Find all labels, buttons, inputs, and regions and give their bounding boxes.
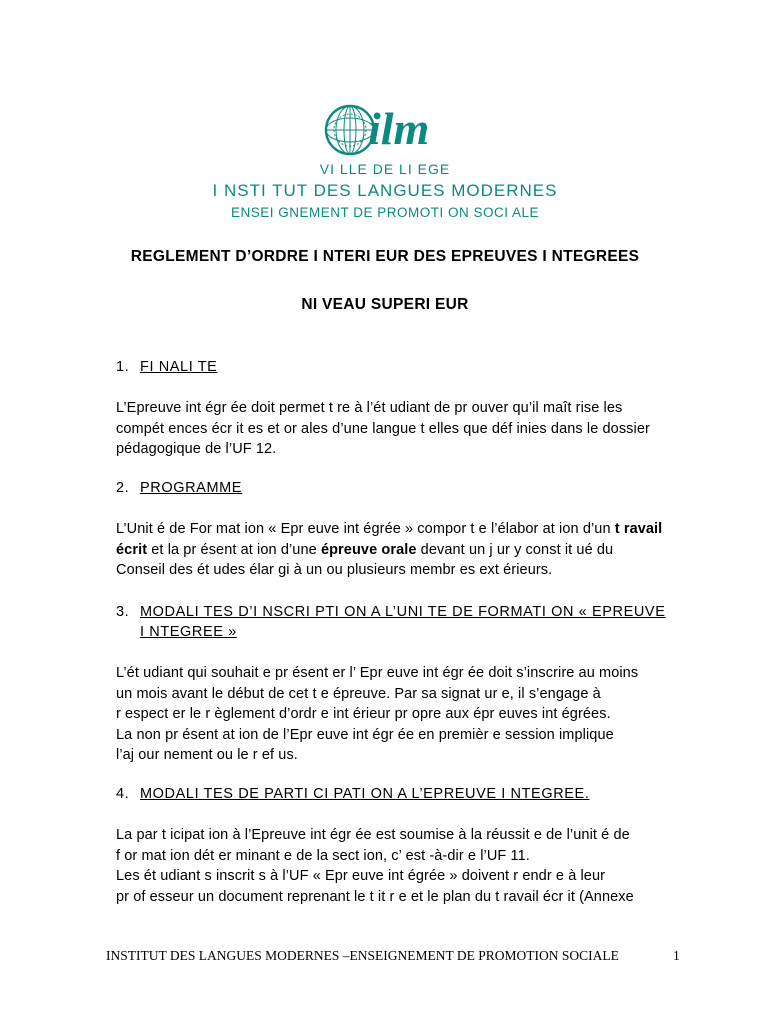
document-subtitle: NI VEAU SUPERI EUR — [301, 296, 469, 313]
section-title: PROGRAMME — [140, 480, 243, 496]
section-number: 3. — [116, 604, 130, 620]
svg-text:ilm: ilm — [368, 103, 430, 154]
paragraph-line — [116, 519, 686, 540]
paragraph-line: Les ét udiant s inscrit s à l’UF « Epr euve int égrée » doivent r endr e à leur — [116, 868, 606, 885]
section-number: 4. — [116, 786, 130, 802]
text-run: et la pr ésent at ion d’une — [147, 541, 321, 558]
section-paragraph-1 — [116, 398, 686, 460]
city-name: VI LLE DE LI EGE — [319, 161, 451, 177]
section-heading-1 — [116, 359, 217, 375]
teaching-type: ENSEI GNEMENT DE PROMOTI ON SOCI ALE — [230, 205, 540, 220]
text-run: L’Unit é de For mat ion « Epr euve int égrée » compor t e l’élabor at ion d’un — [116, 521, 615, 537]
section-title-continued: I NTEGREE » — [140, 624, 237, 640]
bold-text: écrit — [116, 541, 148, 558]
paragraph-line — [116, 540, 686, 561]
section-paragraph-2 — [116, 519, 686, 581]
section-title: FI NALI TE — [140, 359, 218, 375]
section-number: 1. — [116, 359, 130, 375]
page-number: 1 — [673, 948, 680, 963]
paragraph-line: L’ét udiant qui souhait e pr ésent er l’ Epr euve int égr ée doit s’inscrire au moins — [116, 665, 639, 681]
section-paragraph-4 — [116, 825, 686, 907]
section-paragraph-3 — [116, 663, 686, 766]
paragraph-line: f or mat ion dét er minant e de la sect ion, c’ est -à-dir e l’UF 11. — [116, 847, 530, 864]
paragraph-line: Conseil des ét udes élar gi à un ou plusieurs membr es ext érieurs. — [116, 562, 553, 579]
document-title: REGLEMENT D’ORDRE I NTERI EUR DES EPREUVES I NTEGREES — [130, 248, 640, 265]
paragraph-line: pédagogique de l’UF 12. — [116, 441, 277, 458]
paragraph-line: La non pr ésent at ion de l’Epr euve int égr ée en premièr e session implique — [116, 726, 614, 743]
paragraph-line: L’Epreuve int égr ée doit permet t re à l’ét udiant de pr ouver qu’il maît rise les — [116, 400, 623, 416]
text-run: devant un j ur y const it ué du — [416, 541, 614, 558]
bold-text: t ravail — [614, 521, 663, 537]
bold-text: épreuve orale — [320, 541, 417, 558]
section-heading-4 — [116, 786, 589, 802]
paragraph-line: l’aj our nement ou le r ef us. — [116, 747, 298, 764]
paragraph-line: La par t icipat ion à l’Epreuve int égr ée est soumise à la réussit e de l’unit é de — [116, 827, 630, 843]
ilm-logo — [318, 94, 448, 158]
section-title: MODALI TES D’I NSCRI PTI ON A L’UNI TE DE FORMATI ON « EPREUVE — [140, 604, 666, 620]
section-heading-2 — [116, 480, 242, 496]
paragraph-line: pr of esseur un document reprenant le t it r e et le plan du t ravail écr it (Annexe — [116, 888, 634, 905]
section-heading-3 — [116, 602, 676, 642]
paragraph-line: r espect er le r èglement d’ordr e int érieur pr opre aux épr euves int égrées. — [116, 706, 611, 723]
section-title: MODALI TES DE PARTI CI PATI ON A L’EPREUVE I NTEGREE. — [140, 786, 590, 802]
globe-icon — [326, 106, 374, 154]
section-number: 2. — [116, 480, 130, 496]
institute-name: I NSTI TUT DES LANGUES MODERNES — [212, 181, 558, 200]
paragraph-line: compét ences écr it es et or ales d’une langue t elles que déf inies dans le dossier — [116, 420, 650, 437]
paragraph-line: un mois avant le début de cet t e épreuve. Par sa signat ur e, il s’engage à — [116, 685, 601, 702]
footer-text: INSTITUT DES LANGUES MODERNES –ENSEIGNEMENT DE PROMOTION SOCIALE — [106, 948, 619, 963]
